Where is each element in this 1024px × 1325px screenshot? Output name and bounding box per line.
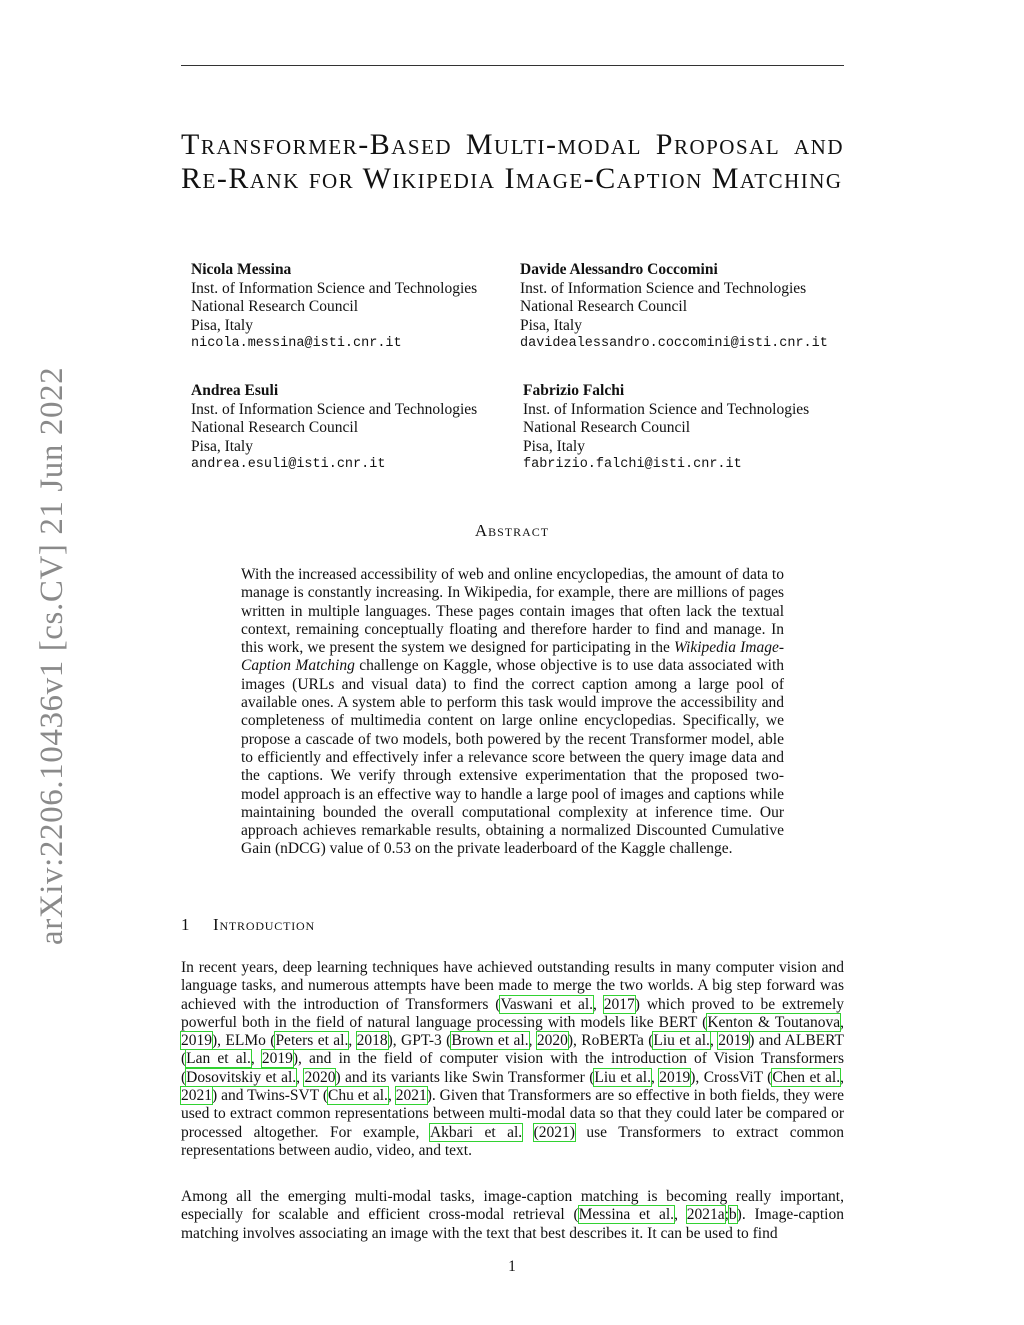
citation-year-link[interactable]: 2019 xyxy=(181,1032,212,1050)
citation-link[interactable]: Chu et al. xyxy=(328,1087,388,1105)
author-block-2 xyxy=(520,261,828,354)
citation-link[interactable]: Peters et al. xyxy=(275,1032,349,1050)
paragraph-text: ), ELMo ( xyxy=(212,1032,276,1050)
author-location: Pisa, Italy xyxy=(191,437,253,455)
author-email[interactable]: davidealessandro.coccomini@isti.cnr.it xyxy=(520,336,828,351)
citation-link[interactable]: Liu et al. xyxy=(653,1032,710,1050)
abstract-text: With the increased accessibility of web and online encyclopedias, the amount of data to manage is constantly increasing. In Wikipedia, for example, there are millions of pages written in multiple languages. These pages contain images that often lack the textual context, remaining conceptually floating and therefore harder to find and manage. In this work, we present the system we designed for participating in the xyxy=(241,566,784,657)
top-rule xyxy=(181,65,844,66)
citation-year-link[interactable]: 2019 xyxy=(718,1032,750,1050)
author-institute: Inst. of Information Science and Technologies xyxy=(520,279,807,297)
paragraph-text: ). Image-caption matching involves associating an image with the text that best describes it. It can be used to find xyxy=(181,1206,844,1242)
citation-year-link[interactable]: 2020 xyxy=(536,1032,568,1050)
paragraph-text: ), GPT-3 ( xyxy=(387,1032,452,1050)
paragraph-text: ) and Twins-SVT ( xyxy=(212,1087,329,1105)
citation-link[interactable]: Liu et al. xyxy=(594,1068,651,1086)
paragraph-text: In recent years, deep learning techniques have achieved outstanding results in many computer vision and language tasks, and numerous attempts have been made to merge the two worlds. A big step forward was achieved with the introduction of Transformers ( xyxy=(181,959,844,1013)
paragraph-text: Among all the emerging multi-modal tasks, image-caption matching is becoming really important, especially for scalable and efficient cross-modal retrieval ( xyxy=(181,1188,844,1224)
citation-year-link[interactable]: (2021) xyxy=(533,1123,575,1141)
author-location: Pisa, Italy xyxy=(523,437,585,455)
author-email[interactable]: andrea.esuli@isti.cnr.it xyxy=(191,457,386,472)
citation-link[interactable]: Messina et al. xyxy=(578,1206,675,1224)
citation-link[interactable]: Lan et al. xyxy=(186,1050,251,1068)
author-name: Davide Alessandro Coccomini xyxy=(520,261,718,278)
paragraph-text: ) and ALBERT ( xyxy=(181,1032,845,1068)
author-name: Fabrizio Falchi xyxy=(523,382,625,399)
challenge-name: Wikipedia Image-Caption Matching xyxy=(241,639,784,675)
citation-year-link[interactable]: 2019 xyxy=(261,1050,293,1068)
author-name: Andrea Esuli xyxy=(191,382,279,399)
citation-year-link[interactable]: 2017 xyxy=(603,995,635,1013)
citation-year-link[interactable]: 2021 xyxy=(181,1087,212,1105)
author-council: National Research Council xyxy=(191,419,359,436)
author-email[interactable]: nicola.messina@isti.cnr.it xyxy=(191,336,402,351)
author-name: Nicola Messina xyxy=(191,261,292,278)
author-institute: Inst. of Information Science and Technologies xyxy=(523,400,810,418)
author-council: National Research Council xyxy=(523,419,691,436)
citation-link[interactable]: Dosovitskiy et al. xyxy=(186,1068,297,1086)
author-block-1 xyxy=(191,261,477,354)
author-council: National Research Council xyxy=(191,298,359,315)
abstract-heading: Abstract xyxy=(474,521,550,540)
citation-year-link[interactable]: 2021 xyxy=(395,1087,427,1105)
paragraph-text: ), and in the field of computer vision with the introduction of Vision Transformers ( xyxy=(181,1050,844,1086)
citation-link[interactable]: Chen et al. xyxy=(772,1068,841,1086)
paragraph-text: use Transformers to extract common representations between audio, video, and text. xyxy=(181,1123,844,1159)
arxiv-identifier: arXiv:2206.10436v1 [cs.CV] 21 Jun 2022 xyxy=(34,366,70,945)
citation-link[interactable]: Akbari et al. xyxy=(429,1123,523,1141)
citation-year-link[interactable]: 2021a xyxy=(686,1206,725,1224)
citation-year-link[interactable]: 2019 xyxy=(659,1068,691,1086)
citation-link[interactable]: Kenton & Toutanova xyxy=(707,1013,841,1031)
author-block-4 xyxy=(523,382,809,475)
author-institute: Inst. of Information Science and Technologies xyxy=(191,400,478,418)
intro-paragraph-2: Among all the emerging multi-modal tasks, image-caption matching is becoming really important, especially for scalable and efficient cross-modal retrieval (Messina et al., 2021a;b). Image-caption matching involves associating an image with the text that best describes it. It can be used to find xyxy=(181,1188,844,1242)
page-number: 1 xyxy=(508,1258,516,1275)
author-location: Pisa, Italy xyxy=(191,316,253,334)
abstract-text: challenge on Kaggle, whose objective is to use data associated with images (URLs and visual data) to find the correct caption among a large pool of available ones. A system able to perform this task would improve the accessibility and completeness of multimedia content on large online encyclopedias. Specifically, we propose a cascade of two models, both powered by the recent Transformer model, able to efficiently and effectively infer a relevance score between the query image data and the captions. We verify through extensive experimentation that the proposed two-model approach is an effective way to handle a large pool of images and captions while maintaining bounded the overall computational complexity at inference time. Our approach achieves remarkable results, obtaining a normalized Discounted Cumulative Gain (nDCG) value of 0.53 on the private leaderboard of the Kaggle challenge. xyxy=(241,657,784,858)
intro-paragraph-1: In recent years, deep learning techniques have achieved outstanding results in many computer vision and language tasks, and numerous attempts have been made to merge the two worlds. A big step forward was achieved with the introduction of Transformers (Vaswani et al., 2017) which proved to be extremely powerful both in the field of natural language processing with models like BERT (Kenton & Toutanova, 2019), ELMo (Peters et al., 2018), GPT-3 (Brown et al., 2020), RoBERTa (Liu et al., 2019) and ALBERT (Lan et al., 2019), and in the field of computer vision with the introduction of Vision Transformers (Dosovitskiy et al., 2020) and its variants like Swin Transformer (Liu et al., 2019), CrossViT (Chen et al., 2021) and Twins-SVT (Chu et al., 2021). Given that Transformers are so effective in both fields, they were used to extract common representations between multi-modal data so that they could later be compared or processed altogether. For example, Akbari et al. (2021) use Transformers to extract common representations between audio, video, and text. xyxy=(181,959,845,1159)
section-heading xyxy=(181,915,315,935)
author-council: National Research Council xyxy=(520,298,688,315)
paragraph-text: ), CrossViT ( xyxy=(690,1068,773,1086)
paragraph-text: ), RoBERTa ( xyxy=(567,1032,654,1050)
citation-link[interactable]: Vaswani et al. xyxy=(500,995,594,1013)
author-institute: Inst. of Information Science and Technologies xyxy=(191,279,478,297)
paragraph-text: ) which proved to be extremely powerful both in the field of natural language processing with models like BERT ( xyxy=(181,995,845,1031)
paragraph-text: ) and its variants like Swin Transformer ( xyxy=(335,1068,595,1086)
paragraph-text: ). Given that Transformers are so effective in both fields, they were used to extract common representations between multi-modal data so that they could later be compared or processed altogether. For example, xyxy=(181,1087,844,1141)
section-number: 1 xyxy=(181,915,191,934)
citation-link[interactable]: Brown et al. xyxy=(451,1032,529,1050)
citation-year-link[interactable]: 2018 xyxy=(356,1032,388,1050)
paper-title: Transformer-Based Multi-modal Proposal and Re-Rank for Wikipedia Image-Caption Matching xyxy=(181,128,844,195)
author-block-3 xyxy=(191,382,477,475)
section-title: Introduction xyxy=(213,915,315,934)
citation-year-link[interactable]: b xyxy=(728,1206,737,1224)
citation-year-link[interactable]: 2020 xyxy=(304,1068,336,1086)
abstract-body xyxy=(241,566,784,859)
author-email[interactable]: fabrizio.falchi@isti.cnr.it xyxy=(523,457,742,472)
author-location: Pisa, Italy xyxy=(520,316,582,334)
